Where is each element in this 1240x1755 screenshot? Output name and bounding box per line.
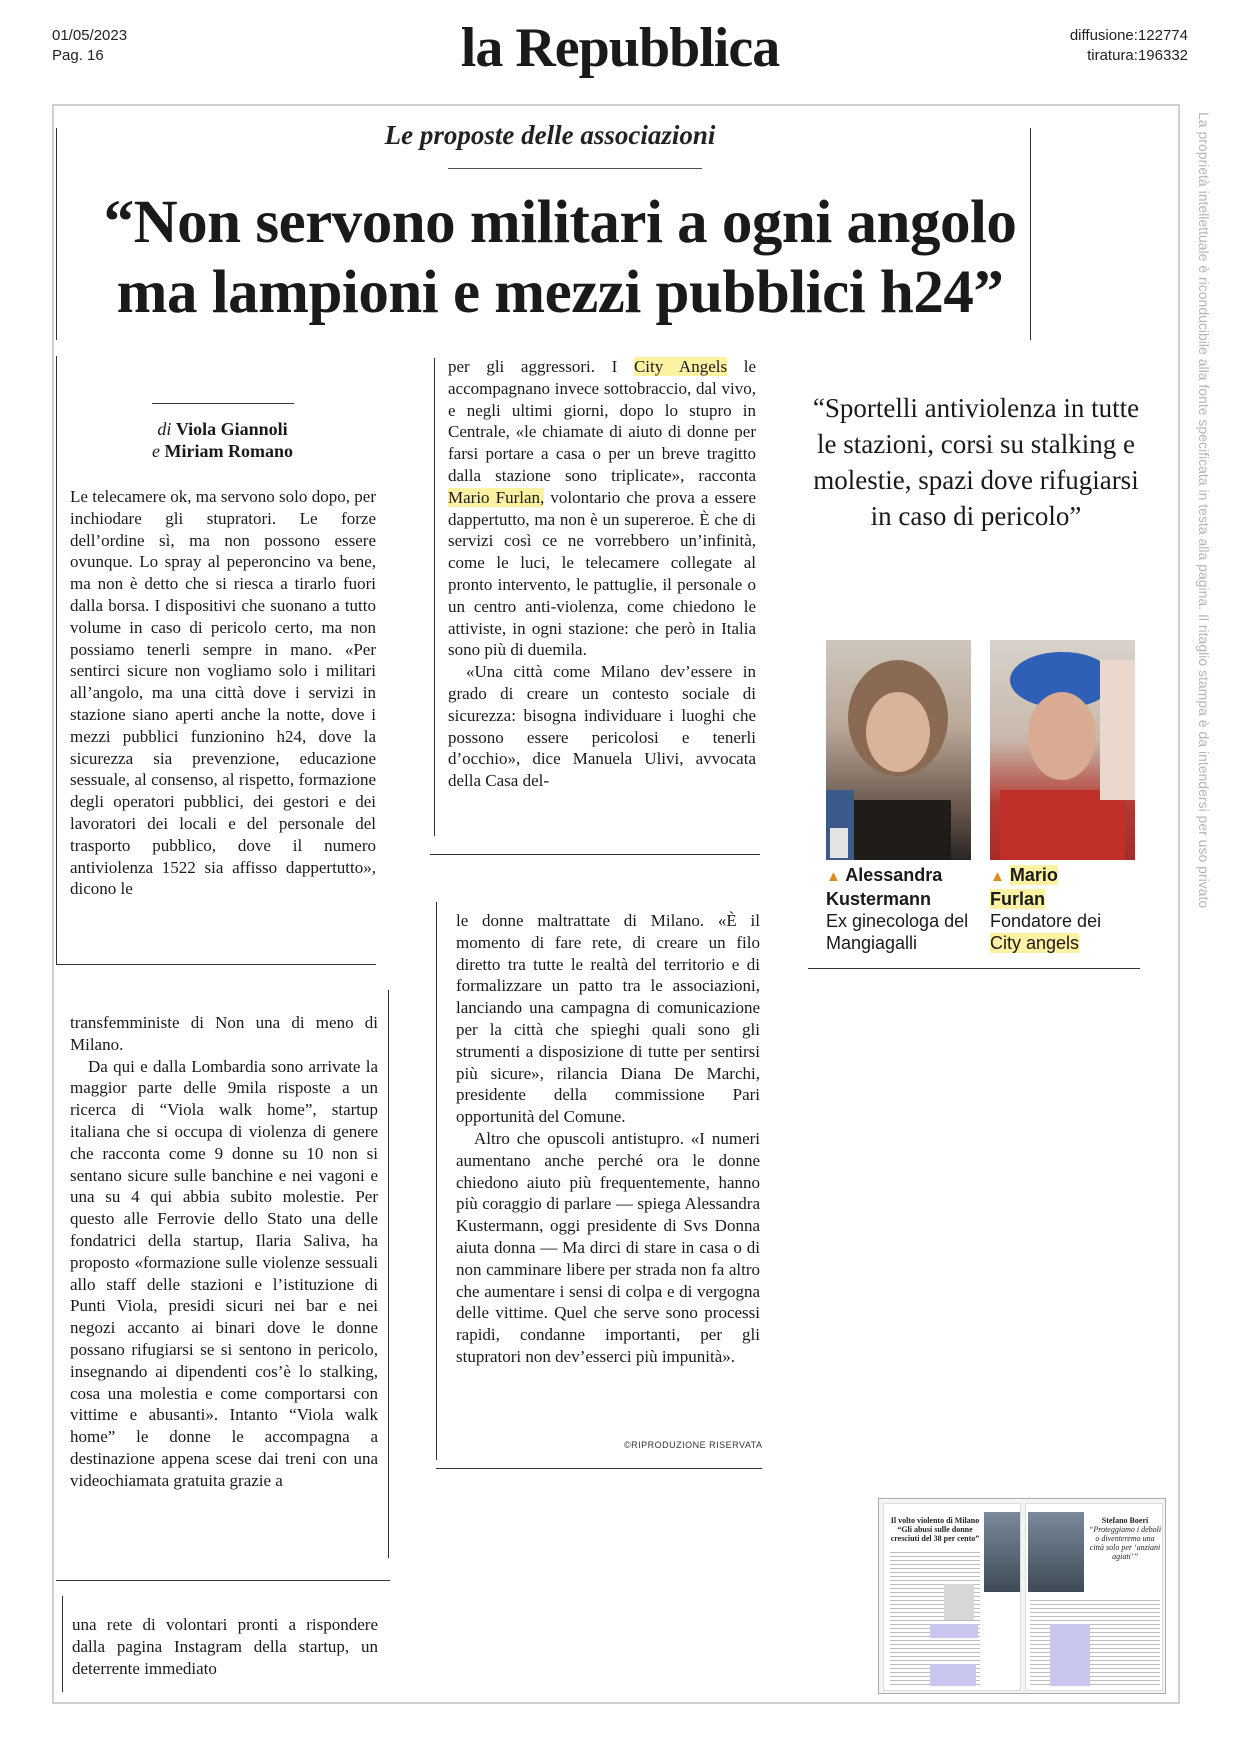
column-2a [448,356,756,792]
publication-date: 01/05/2023 [52,27,128,44]
col1c-left-rule [62,1596,63,1692]
caption-role: Fondatore dei [990,911,1102,931]
column-1b [70,1012,378,1492]
headline-line-2: ma lampioni e mezzi pubblici h24” [116,259,1004,326]
caption-furlan [990,864,1140,954]
col1a-bottom-rule [56,964,376,965]
paragraph: «Una città come Milano dev’essere in grado di creare un contesto sociale di sicurezza: bisogna individuare i luoghi che possono essere pericolosi e tenerli d’occhio», dice Manuela Ulivi, avvocata della Casa del- [448,662,756,791]
page-number: Pag. 16 [52,47,104,64]
paragraph: transfemministe di Non una di meno di Milano. [70,1013,378,1054]
page-thumbnail [878,1498,1166,1694]
caption-kustermann [826,864,976,954]
byline [100,418,345,462]
thumbnail-headline: Il volto violento di Milano “Gli abusi sulle donne cresciuti del 38 per cento” [890,1516,980,1543]
headline [60,188,1060,328]
copyright-note: ©RIPRODUZIONE RISERVATA [624,1440,763,1450]
byline-prefix-1: di [157,419,172,439]
thumbnail-side-header [1088,1516,1162,1561]
col1b-bottom-rule [56,1580,390,1581]
portrait-man-beret-icon [990,640,1135,860]
highlight-mario-furlan: Mario Furlan, [448,487,545,507]
paragraph: una rete di volontari pronti a rispondere dalla pagina Instagram della startup, un deterrente immediato [72,1615,378,1678]
col2b-bottom-rule [436,1468,762,1469]
caption-role: Ex ginecologa del Mangiagalli [826,911,969,953]
caption-role-highlight: City angels [990,933,1080,953]
thumbnail-name: Stefano Boeri [1101,1516,1149,1525]
author-1: Viola Giannoli [175,419,288,439]
triangle-up-icon: ▲ [826,868,841,885]
copyright-watermark: La proprietà intellettuale è riconducibile alla fonte specificata in testa alla pagina. Il ritaglio stampa è da intendersi per uso privato [1196,112,1212,909]
triangle-up-icon: ▲ [990,868,1005,885]
paragraph: Da qui e dalla Lombardia sono arrivate la maggior parte delle 9mila risposte a un ricerca di “Viola walk home”, startup italiana che si occupa di violenza di genere che racconta come 9 donne su 10 non si sentano sicure sulle banchine e nei vagoni e una su 4 qui abbia subito molestie. Per questo alle Ferrovie dello Stato una delle fondatrici della startup, Ilaria Saliva, ha proposto «formazione sulle violenze sessuali allo staff delle stazioni e l’istituzione di Punti Viola, presidi sicuri nei bar e nei negozi accanto ai binari dove le donne possano rifugiarsi se si sentono in pericolo, insegnando ai dipendenti cos’è lo stalking, cosa una molestia e come comportarsi con vittime e abusanti». Intanto “Viola walk home” le donne le accompagna a destinazione appena scese dai treni con una videochiamata gratuita grazie a [70,1056,378,1490]
kicker-rule [448,168,702,169]
thumbnail-quote: “Proteggiamo i deboli o diventeremo una città solo per ‘anziani agiati’” [1088,1525,1162,1561]
byline-prefix-2: e [152,441,160,461]
caption-name: Mario [1009,865,1058,885]
caption-name: Furlan [990,889,1046,909]
sidebar-bottom-rule [808,968,1140,969]
highlight-city-angels: City Angels [633,357,728,376]
kicker: Le proposte delle associazioni [384,120,716,150]
thumbnail-page-left [883,1503,1021,1691]
paragraph: Altro che opuscoli antistupro. «I numeri aumentano anche perché ora le donne chiedono aiuto più frequentemente, hanno più coraggio di parlare — spiega Alessandra Kustermann, oggi presidente di Svs Donna aiuta donna — Ma dirci di stare in casa o di non camminare libere per strada non fa altro che aumentare i sensi di colpa e di vergogna delle vittime. Quel che serve sono processi rapidi, condanne importanti, per gli stupratori non dev’esserci più impunità». [456,1128,760,1366]
circulation-info [1070,26,1188,66]
col1b-right-rule [388,990,389,1558]
portrait-woman-icon [826,640,971,860]
author-2: Miriam Romano [164,441,293,461]
headline-left-rule [56,128,57,340]
column-1a [70,486,376,900]
byline-rule [152,403,294,404]
headline-line-1: “Non servono militari a ogni angolo [103,189,1017,256]
caption-name: Kustermann [826,889,932,909]
col1-left-rule [56,356,57,964]
caption-name: Alessandra [845,865,943,885]
col2a-left-rule [434,358,435,836]
column-1c [72,1614,378,1679]
paragraph: le donne maltrattate di Milano. «È il momento di fare rete, di creare un filo diretto tra tutte le realtà del territorio e di formalizzare un patto tra le associazioni, lanciando una campagna di comunicazione per la città che spieghi quali sono gli strumenti a disposizione di tutte per sentirsi più sicure», rilancia Diana De Marchi, presidente della commissione Pari opportunità del Comune. [456,911,760,1127]
paragraph: Le telecamere ok, ma servono solo dopo, per inchiodare gli stupratori. Le forze dell’ordine sì, ma non possono essere ovunque. Lo spray al peperoncino va bene, ma non è detto che si riesca a tirarlo fuori dalla borsa. I dispositivi che suonano a tutto volume in caso di pericolo certo, ma non possiamo tenerli sempre in mano. «Per sentirci sicure non vogliamo solo i militari all’angolo, ma una città dove i servizi in stazione siano aperti anche la notte, dove i mezzi pubblici funzionino h24, dove la sicurezza sia prevenzione, educazione sessuale, al consenso, al rispetto, formazione degli operatori pubblici, dei gestori e dei lavoratori dei locali e del personale del trasporto pubblico, dove il numero antiviolenza 1522 sia affisso dappertutto», dicono le [70,487,376,899]
photo-mario-furlan [990,640,1135,860]
col2b-left-rule [436,902,437,1460]
tiratura: tiratura:196332 [1087,47,1188,64]
paragraph: per gli aggressori. I City Angels le accompagnano invece sottobraccio, dal vivo, e negli ultimi giorni, dopo lo stupro in Centrale, «le chiamate di aiuto di donne per farsi portare a casa o per un breve tragitto dalla stazione sono triplicate», racconta Mario Furlan, volontario che prova a essere dappertutto, ma non è un supereroe. È che di servizi così ce ne vorrebbero un’infinità, come le luci, le telecamere collegate al pronto intervento, le pattuglie, il personale o un centro anti-violenza, come chiedono le attiviste, in ogni stazione: che però in Italia sono più di duemila. [448,357,756,660]
col2a-bottom-rule [430,854,760,855]
diffusione: diffusione:122774 [1069,27,1188,44]
column-2b [456,910,760,1368]
pull-quote: “Sportelli antiviolenza in tutte le stazioni, corsi su stalking e molestie, spazi dove rifugiarsi in caso di pericolo” [812,393,1140,531]
thumbnail-page-right [1025,1503,1163,1691]
masthead-logo: la Repubblica [460,17,780,79]
photo-alessandra-kustermann [826,640,971,860]
